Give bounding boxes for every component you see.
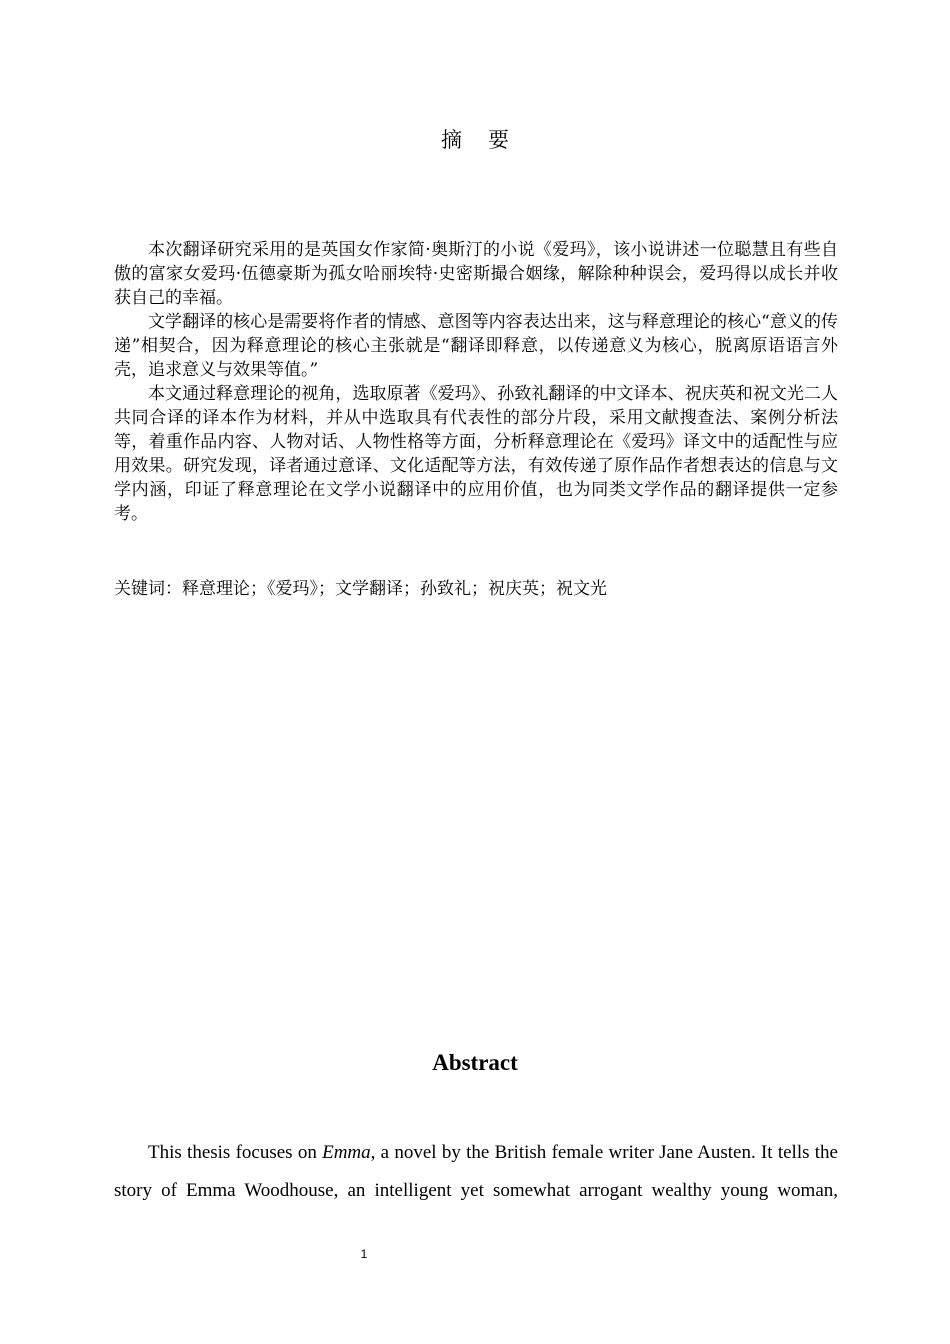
english-abstract-continuation: , a novel by the British female writer Jane Austen. It tells the story of Emma Woodhouse, an intelligent yet somewhat arrogant wealthy young woman, (114, 1142, 838, 1201)
novel-title-emphasis: Emma (322, 1142, 371, 1163)
chinese-abstract-paragraph-2: 文学翻译的核心是需要将作者的情感、意图等内容表达出来，这与释意理论的核心“意义的传递”相契合，因为释意理论的核心主张就是“翻译即释意，以传递意义为核心，脱离原语语言外壳，追求意义与效果等值。” (114, 312, 838, 380)
english-abstract-title: Abstract (432, 1050, 518, 1075)
chinese-abstract-title: 摘要 (441, 128, 535, 152)
english-abstract-paragraph-1 (114, 1134, 838, 1210)
page-number: 1 (360, 1247, 368, 1261)
english-abstract-intro: This thesis focuses on (148, 1142, 323, 1163)
english-abstract-body (114, 1134, 838, 1210)
chinese-abstract-paragraph-1: 本次翻译研究采用的是英国女作家简·奥斯汀的小说《爱玛》，该小说讲述一位聪慧且有些自傲的富家女爱玛·伍德豪斯为孤女哈丽埃特·史密斯撮合姻缘，解除种种误会，爱玛得以成长并收获自己的幸福。 (114, 240, 838, 308)
chinese-keywords: 关键词：释意理论；《爱玛》；文学翻译；孙致礼；祝庆英；祝文光 (114, 579, 607, 599)
chinese-abstract-body (114, 238, 838, 526)
chinese-abstract-paragraph-3: 本文通过释意理论的视角，选取原著《爱玛》、孙致礼翻译的中文译本、祝庆英和祝文光二人共同合译的译本作为材料，并从中选取具有代表性的部分片段，采用文献搜查法、案例分析法等，着重作品内容、人物对话、人物性格等方面，分析释意理论在《爱玛》译文中的适配性与应用效果。研究发现，译者通过意译、文化适配等方法，有效传递了原作品作者想表达的信息与文学内涵，印证了释意理论在文学小说翻译中的应用价值，也为同类文学作品的翻译提供一定参考。 (114, 384, 838, 524)
